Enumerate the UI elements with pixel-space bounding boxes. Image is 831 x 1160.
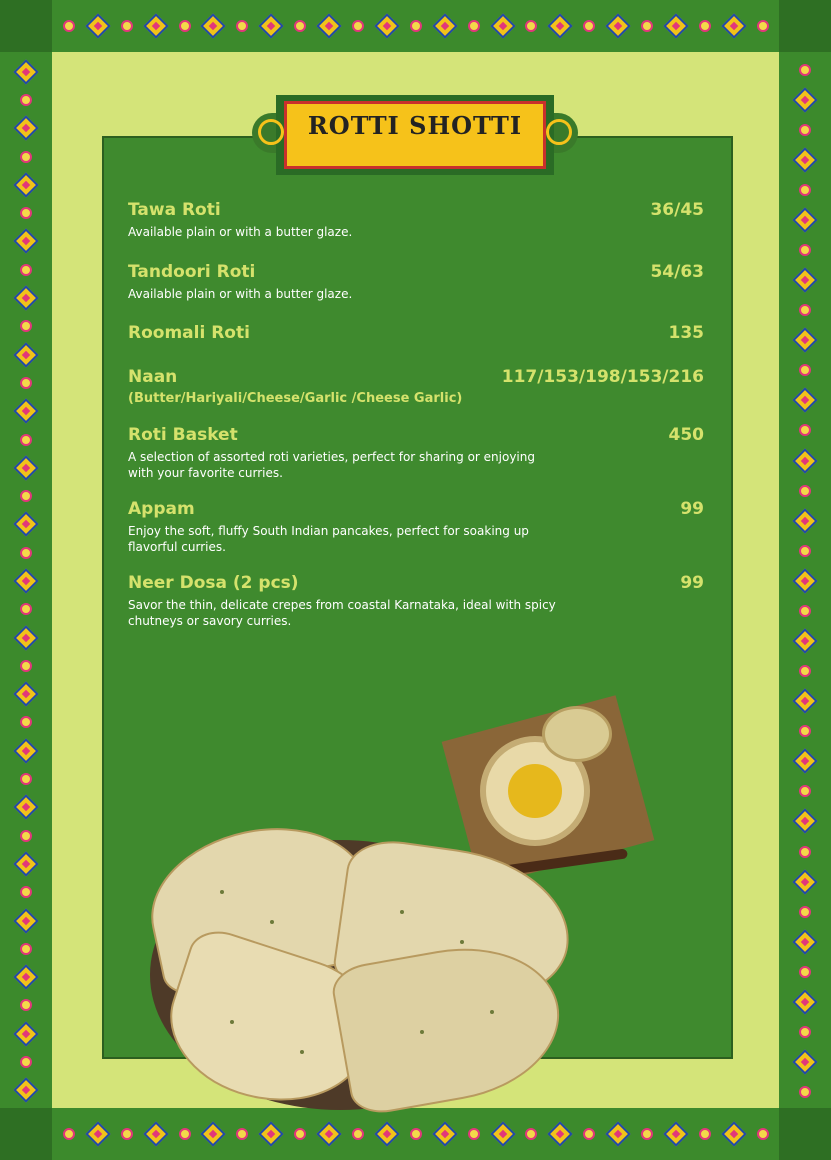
dot-pattern-icon [294,1128,306,1140]
diamond-pattern-icon [13,455,38,480]
herb-speck [490,1010,494,1014]
diamond-pattern-icon [792,809,817,834]
dot-pattern-icon [799,846,811,858]
item-name: Roti Basket [128,425,238,445]
menu-item-appam [128,499,704,555]
dot-pattern-icon [799,605,811,617]
item-price: 135 [668,323,704,343]
menu-item-tawa-roti [128,200,704,240]
dot-pattern-icon [799,785,811,797]
dot-pattern-icon [20,716,32,728]
diamond-pattern-icon [85,13,110,38]
diamond-pattern-icon [13,1021,38,1046]
diamond-pattern-icon [374,1121,399,1146]
dot-pattern-icon [20,264,32,276]
diamond-pattern-icon [201,1121,226,1146]
diamond-pattern-icon [663,13,688,38]
herb-speck [270,920,274,924]
diamond-pattern-icon [792,1049,817,1074]
menu-item-naan [128,367,704,406]
diamond-pattern-icon [792,388,817,413]
dot-pattern-icon [699,1128,711,1140]
diamond-pattern-icon [721,13,746,38]
item-description: A selection of assorted roti varieties, perfect for sharing or enjoying with your favorite curries. [128,450,535,480]
dot-pattern-icon [583,20,595,32]
diamond-pattern-icon [13,172,38,197]
dot-pattern-icon [799,966,811,978]
diamond-pattern-icon [259,13,284,38]
diamond-pattern-icon [792,929,817,954]
item-variants: (Butter/Hariyali/Cheese/Garlic /Cheese Garlic) [128,391,463,406]
diamond-pattern-icon [13,908,38,933]
diamond-pattern-icon [13,568,38,593]
diamond-pattern-icon [792,568,817,593]
item-price: 36/45 [650,200,704,220]
diamond-pattern-icon [490,13,515,38]
dot-pattern-icon [20,999,32,1011]
dot-pattern-icon [179,20,191,32]
diamond-pattern-icon [13,795,38,820]
dot-pattern-icon [20,151,32,163]
page-title: ROTTI SHOTTI [307,111,523,140]
item-name: Naan [128,367,178,387]
diamond-pattern-icon [143,13,168,38]
diamond-pattern-icon [13,342,38,367]
pattern-strip-top [56,0,776,52]
item-price: 117/153/198/153/216 [501,367,704,387]
dot-pattern-icon [525,20,537,32]
diamond-pattern-icon [13,625,38,650]
diamond-pattern-icon [792,869,817,894]
dot-pattern-icon [20,660,32,672]
herb-speck [300,1050,304,1054]
dot-pattern-icon [757,1128,769,1140]
diamond-pattern-icon [663,1121,688,1146]
dot-pattern-icon [799,665,811,677]
roti-platter-illustration [140,800,580,1110]
dot-pattern-icon [583,1128,595,1140]
diamond-pattern-icon [605,1121,630,1146]
dot-pattern-icon [799,184,811,196]
dot-pattern-icon [121,1128,133,1140]
diamond-pattern-icon [13,512,38,537]
item-description: Enjoy the soft, fluffy South Indian pancakes, perfect for soaking up flavorful curries. [128,524,529,554]
dot-pattern-icon [799,1086,811,1098]
dot-pattern-icon [20,603,32,615]
dot-pattern-icon [799,124,811,136]
diamond-pattern-icon [548,1121,573,1146]
dot-pattern-icon [699,20,711,32]
dot-pattern-icon [20,490,32,502]
diamond-pattern-icon [374,13,399,38]
dot-pattern-icon [121,20,133,32]
pattern-strip-bottom [56,1108,776,1160]
diamond-pattern-icon [792,749,817,774]
dot-pattern-icon [20,207,32,219]
diamond-pattern-icon [792,147,817,172]
dot-pattern-icon [20,94,32,106]
dot-pattern-icon [757,20,769,32]
dot-pattern-icon [179,1128,191,1140]
dot-pattern-icon [799,304,811,316]
diamond-pattern-icon [792,267,817,292]
dot-pattern-icon [799,364,811,376]
diamond-pattern-icon [259,1121,284,1146]
diamond-pattern-icon [792,628,817,653]
dot-pattern-icon [20,377,32,389]
corner-bottom-left [0,1108,52,1160]
dot-pattern-icon [20,830,32,842]
diamond-pattern-icon [316,1121,341,1146]
herb-speck [400,910,404,914]
item-price: 99 [680,573,704,593]
dot-pattern-icon [641,20,653,32]
item-price: 99 [680,499,704,519]
menu-item-roti-basket [128,425,704,481]
diamond-pattern-icon [13,851,38,876]
pattern-strip-right [779,56,831,1106]
diamond-pattern-icon [13,738,38,763]
menu-item-neer-dosa [128,573,704,629]
dot-pattern-icon [20,886,32,898]
dot-pattern-icon [799,244,811,256]
dot-pattern-icon [641,1128,653,1140]
item-name: Neer Dosa (2 pcs) [128,573,299,593]
diamond-pattern-icon [792,207,817,232]
herb-speck [220,890,224,894]
dot-pattern-icon [20,943,32,955]
item-description: Available plain or with a butter glaze. [128,287,353,301]
herb-speck [420,1030,424,1034]
title-badge [252,95,578,175]
diamond-pattern-icon [13,285,38,310]
item-description: Savor the thin, delicate crepes from coastal Karnataka, ideal with spicy chutneys or savory curries. [128,598,556,628]
dot-pattern-icon [799,906,811,918]
diamond-pattern-icon [721,1121,746,1146]
diamond-pattern-icon [792,87,817,112]
item-name: Tandoori Roti [128,262,256,282]
dot-pattern-icon [799,545,811,557]
diamond-pattern-icon [201,13,226,38]
dot-pattern-icon [468,20,480,32]
item-price: 450 [668,425,704,445]
diamond-pattern-icon [316,13,341,38]
menu-item-roomali-roti [128,323,704,343]
menu-item-tandoori-roti [128,262,704,302]
diamond-pattern-icon [432,1121,457,1146]
dot-pattern-icon [799,725,811,737]
corner-bottom-right [779,1108,831,1160]
diamond-pattern-icon [143,1121,168,1146]
dot-pattern-icon [236,20,248,32]
dot-pattern-icon [525,1128,537,1140]
dot-pattern-icon [468,1128,480,1140]
dot-pattern-icon [63,20,75,32]
herb-speck [230,1020,234,1024]
dot-pattern-icon [799,64,811,76]
diamond-pattern-icon [13,964,38,989]
herb-speck [460,940,464,944]
diamond-pattern-icon [13,116,38,141]
pattern-strip-left [0,56,52,1106]
dot-pattern-icon [236,1128,248,1140]
diamond-pattern-icon [792,989,817,1014]
dot-pattern-icon [410,20,422,32]
dot-pattern-icon [20,434,32,446]
dot-pattern-icon [20,547,32,559]
item-name: Tawa Roti [128,200,221,220]
diamond-pattern-icon [13,681,38,706]
dot-pattern-icon [799,424,811,436]
dot-pattern-icon [410,1128,422,1140]
dot-pattern-icon [20,773,32,785]
diamond-pattern-icon [432,13,457,38]
dot-pattern-icon [20,1056,32,1068]
item-name: Appam [128,499,195,519]
item-description: Available plain or with a butter glaze. [128,225,353,239]
diamond-pattern-icon [13,229,38,254]
dot-pattern-icon [352,1128,364,1140]
dot-pattern-icon [294,20,306,32]
dot-pattern-icon [799,1026,811,1038]
pot-lid [542,706,612,762]
dot-pattern-icon [352,20,364,32]
diamond-pattern-icon [490,1121,515,1146]
diamond-pattern-icon [792,328,817,353]
diamond-pattern-icon [13,1078,38,1103]
diamond-pattern-icon [792,508,817,533]
item-name: Roomali Roti [128,323,250,343]
diamond-pattern-icon [792,688,817,713]
diamond-pattern-icon [13,398,38,423]
corner-top-right [779,0,831,52]
dot-pattern-icon [799,485,811,497]
diamond-pattern-icon [13,59,38,84]
dot-pattern-icon [63,1128,75,1140]
diamond-pattern-icon [605,13,630,38]
diamond-pattern-icon [548,13,573,38]
item-price: 54/63 [650,262,704,282]
diamond-pattern-icon [792,448,817,473]
dot-pattern-icon [20,320,32,332]
diamond-pattern-icon [85,1121,110,1146]
corner-top-left [0,0,52,52]
